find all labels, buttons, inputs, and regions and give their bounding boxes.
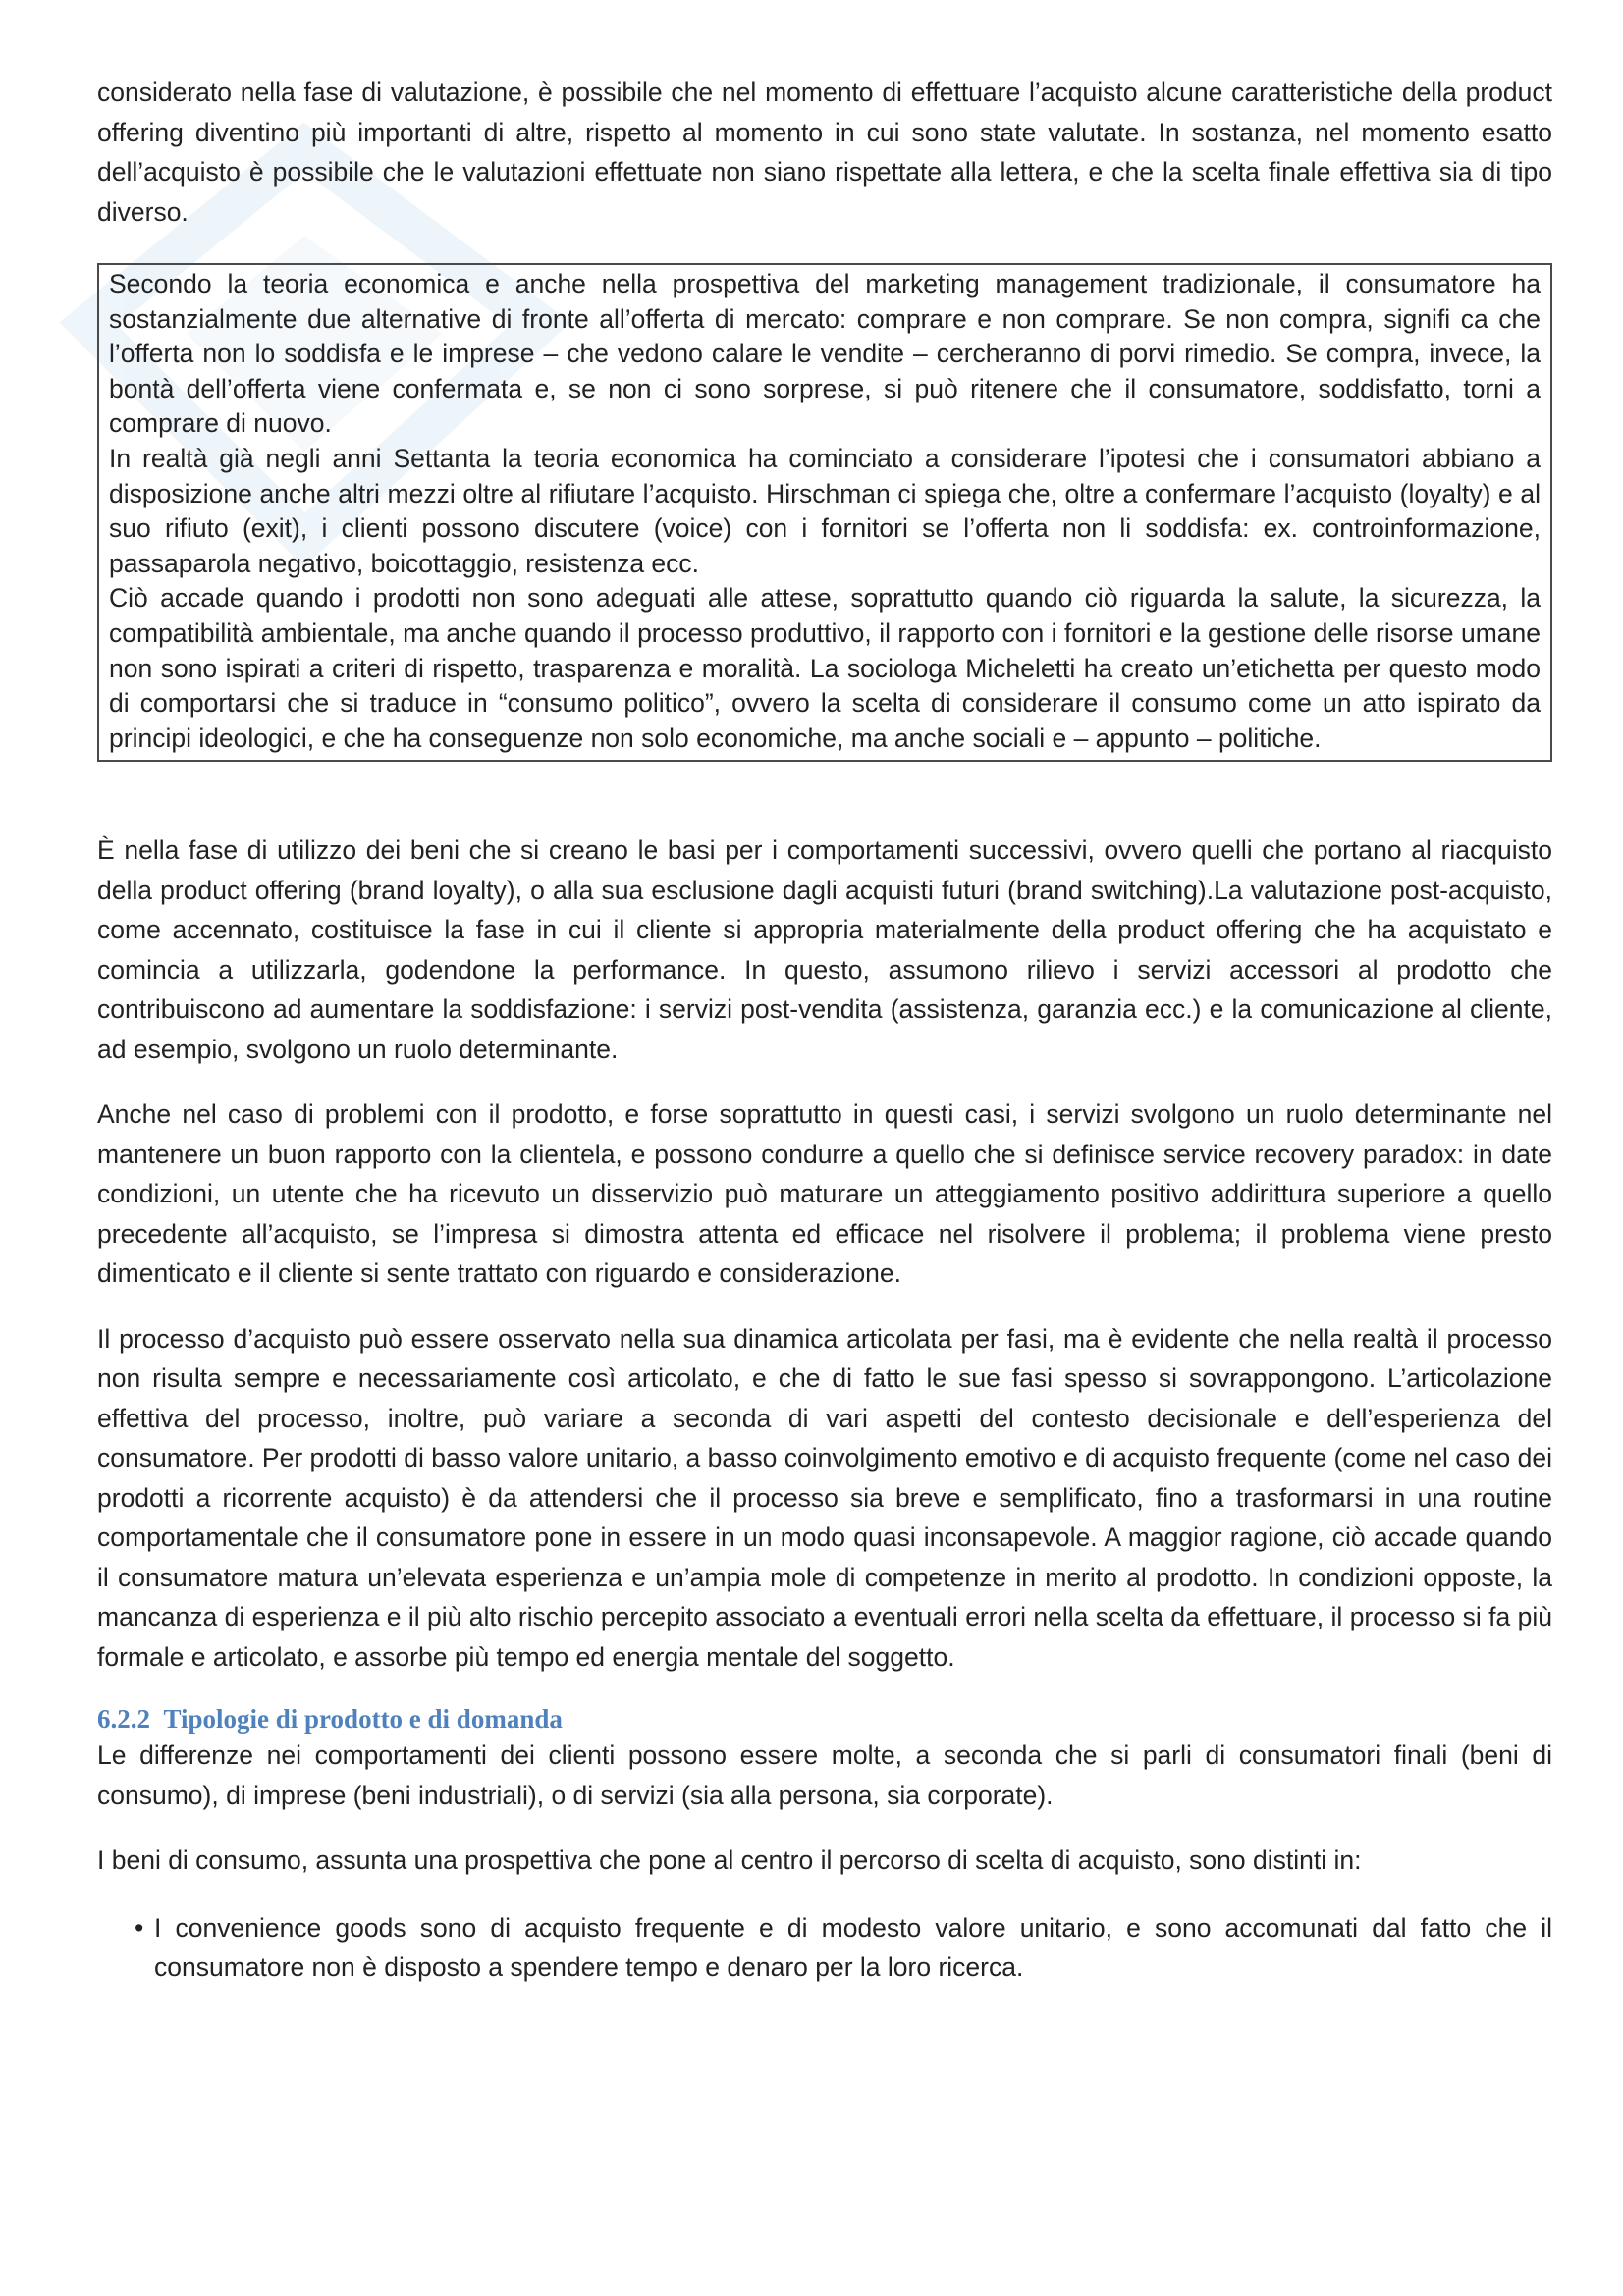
document-page: [97, 73, 1552, 1988]
box-paragraph-1: Secondo la teoria economica e anche nella prospettiva del marketing management tradizionale, il consumatore ha sostanzialmente due alternative di fronte all’offerta di mercato: comprare e non comprare. Se non compra, signifi ca che l’offerta non lo soddisfa e le imprese – che vedono calare le vendite – cercheranno di porvi rimedio. Se compra, invece, la bontà dell’offerta viene confermata e, se non ci sono sorprese, si può ritenere che il consumatore, soddisfatto, torni a comprare di nuovo.: [109, 269, 1541, 439]
list-item-text: I convenience goods sono di acquisto frequente e di modesto valore unitario, e sono accomunati dal fatto che il consumatore non è disposto a spendere tempo e denaro per la loro ricerca.: [154, 1912, 1552, 1983]
paragraph-consumer-goods: I beni di consumo, assunta una prospettiva che pone al centro il percorso di scelta di acquisto, sono distinti in:: [97, 1845, 1362, 1876]
box-paragraph-3: Ciò accade quando i prodotti non sono adeguati alle attese, soprattutto quando ciò riguarda la salute, la sicurezza, la compatibilità ambientale, ma anche quando il processo produttivo, il rapporto con i fornitori e la gestione delle risorse umane non sono ispirati a criteri di rispetto, trasparenza e moralità. La sociologa Micheletti ha creato un’etichetta per questo modo di comportarsi che si traduce in “consumo politico”, ovvero la scelta di considerare il consumo come un atto ispirato da principi ideologici, e che ha conseguenze non solo economiche, ma anche sociali e – appunto – politiche.: [109, 583, 1541, 753]
paragraph-purchase-process: Il processo d’acquisto può essere osservato nella sua dinamica articolata per fasi, ma è evidente che nella realtà il processo non risulta sempre e necessariamente così articolato, e che di fatto le sue fasi spesso si sovrappongono. L’articolazione effettiva del processo, inoltre, può variare a seconda di vari aspetti del contesto decisionale e dell’esperienza del consumatore. Per prodotti di basso valore unitario, a basso coinvolgimento emotivo e di acquisto frequente (come nel caso dei prodotti a ricorrente acquisto) è da attendersi che il processo sia breve e semplificato, fino a trasformarsi in una routine comportamentale che il consumatore pone in essere in un modo quasi inconsapevole. A maggior ragione, ciò accade quando il consumatore matura un’elevata esperienza e un’ampia mole di competenze in merito al prodotto. In condizioni opposte, la mancanza di esperienza e il più alto rischio percepito associato a eventuali errori nella scelta da effettuare, il processo si fa più formale e articolato, e assorbe più tempo ed energia mentale del soggetto.: [97, 1323, 1552, 1672]
paragraph-service-recovery: Anche nel caso di problemi con il prodotto, e forse soprattutto in questi casi, i servizi svolgono un ruolo determinante nel mantenere un buon rapporto con la clientela, e possono condurre a quello che si definisce service recovery paradox: in date condizioni, un utente che ha ricevuto un disservizio può maturare un atteggiamento positivo addirittura superiore a quello precedente all’acquisto, se l’impresa si dimostra attenta ed efficace nel risolvere il problema; il problema viene presto dimenticato e il cliente si sente trattato con riguardo e considerazione.: [97, 1099, 1552, 1289]
box-paragraph-2: In realtà già negli anni Settanta la teoria economica ha cominciato a considerare l’ipotesi che i consumatori abbiano a disposizione anche altri mezzi oltre al rifiutare l’acquisto. Hirschman ci spiega che, oltre a confermare l’acquisto (loyalty) e al suo rifiuto (exit), i clienti possono discutere (voice) con i fornitori se l’offerta non li soddisfa: ex. controinformazione, passaparola negativo, boicottaggio, resistenza ecc.: [109, 443, 1541, 578]
paragraph-customer-differences: Le differenze nei comportamenti dei clienti possono essere molte, a seconda che si parli di consumatori finali (beni di consumo), di imprese (beni industriali), o di servizi (sia alla persona, sia corporate).: [97, 1740, 1552, 1810]
section-title: Tipologie di prodotto e di domanda: [163, 1704, 563, 1735]
bullet-list: [97, 1908, 1552, 1988]
bullet-icon: •: [135, 1912, 144, 1943]
info-box: [97, 263, 1552, 762]
list-item: [135, 1908, 1552, 1988]
paragraph-post-purchase: È nella fase di utilizzo dei beni che si creano le basi per i comportamenti successivi, ovvero quelli che portano al riacquisto della product offering (brand loyalty), o alla sua esclusione dagli acquisti futuri (brand switching).La valutazione post-acquisto, come accennato, costituisce la fase in cui il cliente si appropria materialmente della product offering che ha acquistato e comincia a utilizzarla, godendone la performance. In questo, assumono rilievo i servizi accessori al prodotto che contribuiscono ad aumentare la soddisfazione: i servizi post-vendita (assistenza, garanzia ecc.) e la comunicazione al cliente, ad esempio, svolgono un ruolo determinante.: [97, 835, 1552, 1064]
section-heading: [97, 1702, 1552, 1735]
paragraph-evaluation: considerato nella fase di valutazione, è possibile che nel momento di effettuare l’acquisto alcune caratteristiche della product offering diventino più importanti di altre, rispetto al momento in cui sono state valutate. In sostanza, nel momento esatto dell’acquisto è possibile che le valutazioni effettuate non siano rispettate alla lettera, e che la scelta finale effettiva sia di tipo diverso.: [97, 78, 1552, 227]
section-number: 6.2.2: [97, 1704, 150, 1735]
